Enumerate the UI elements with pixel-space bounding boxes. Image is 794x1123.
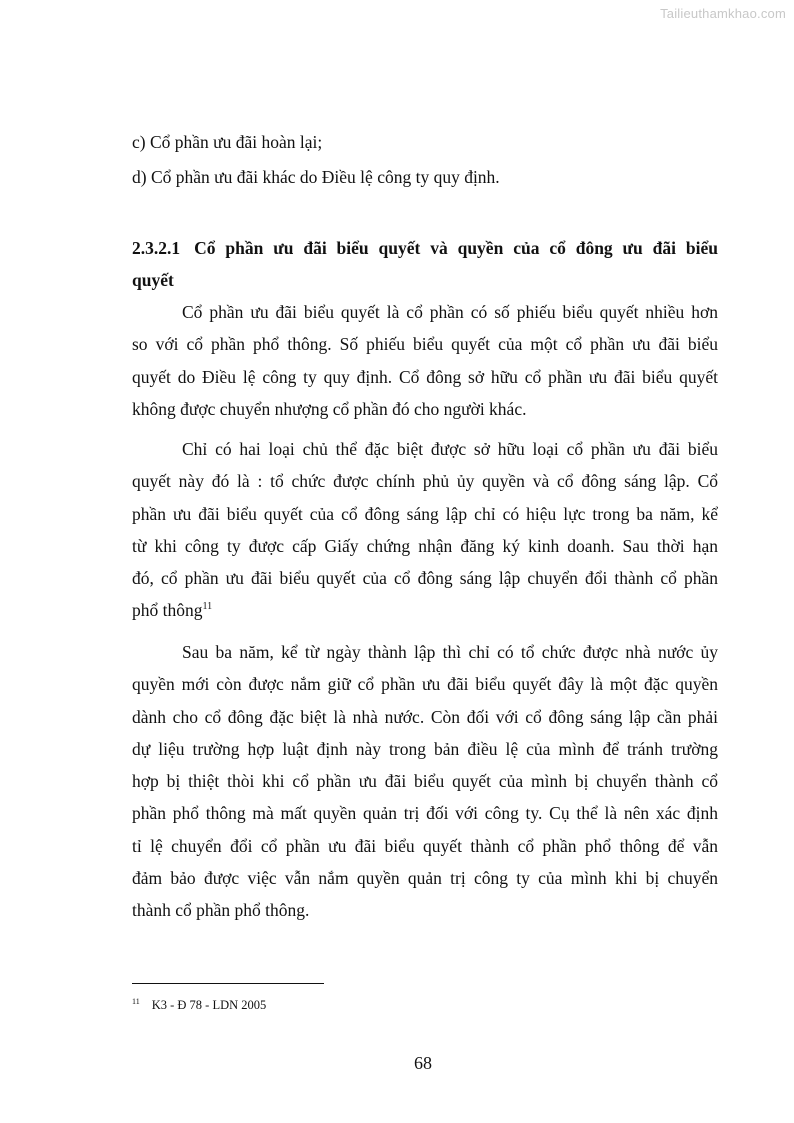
paragraph-line: so với cổ phần phổ thông. Số phiếu biểu quyết của một cổ phần ưu đãi biểu [132, 334, 718, 355]
footnote [132, 994, 266, 1013]
footnote-text: K3 - Đ 78 - LDN 2005 [151, 998, 267, 1013]
paragraph-line: hợp bị thiệt thòi khi cổ phần ưu đãi biểu quyết của mình bị chuyển thành cổ [132, 771, 718, 792]
paragraph-line: dự liệu trường hợp luật định này trong bản điều lệ của mình để tránh trường [132, 738, 718, 759]
paragraph-1 [132, 296, 718, 425]
paragraph-line: quyết do Điều lệ công ty quy định. Cổ đông sở hữu cổ phần ưu đãi biểu quyết [132, 366, 718, 387]
paragraph-line: phần phổ thông mà mất quyền quản trị đối với công ty. Cụ thể là nên xác định [132, 803, 718, 824]
paragraph-line-text: phổ thông [132, 600, 203, 621]
list-item-d: d) Cổ phần ưu đãi khác do Điều lệ công ty quy định. [132, 167, 500, 187]
paragraph-line: phần ưu đãi biểu quyết của cổ đông sáng lập chỉ có hiệu lực trong ba năm, kể [132, 503, 718, 524]
paragraph-line: không được chuyển nhượng cổ phần đó cho người khác. [132, 398, 527, 419]
paragraph-line: quyết này đó là : tổ chức được chính phủ ủy quyền và cổ đông sáng lập. Cổ [132, 471, 718, 492]
footnote-mark: 11 [132, 997, 140, 1006]
paragraph-line: quyền mới còn được nắm giữ cổ phần ưu đãi biểu quyết đây là một đặc quyền [132, 674, 718, 695]
list-item-c: c) Cổ phần ưu đãi hoàn lại; [132, 132, 323, 152]
paragraph-line: tỉ lệ chuyển đổi cổ phần ưu đãi biểu quyết thành cổ phần phổ thông để vẫn [132, 835, 718, 856]
footnote-separator [132, 983, 324, 984]
section-title-line1: Cổ phần ưu đãi biểu quyết và quyền của cổ đông ưu đãi biểu [194, 238, 718, 258]
watermark: Tailieuthamkhao.com [660, 6, 786, 21]
paragraph-line: đảm bảo được việc vẫn nắm quyền quản trị công ty của mình khi bị chuyển [132, 868, 718, 889]
paragraph-line: Cổ phần ưu đãi biểu quyết là cổ phần có số phiếu biểu quyết nhiều hơn [182, 302, 718, 322]
footnote-reference[interactable]: 11 [202, 601, 213, 613]
paragraph-3 [132, 636, 718, 927]
section-number: 2.3.2.1 [132, 238, 181, 258]
paragraph-line: dành cho cổ đông đặc biệt là nhà nước. Còn đối với cổ đông sáng lập cần phải [132, 706, 718, 727]
page-number: 68 [414, 1053, 432, 1073]
paragraph-line: Chỉ có hai loại chủ thể đặc biệt được sở hữu loại cổ phần ưu đãi biểu [182, 439, 718, 459]
paragraph-2 [132, 433, 718, 627]
paragraph-line: từ khi công ty được cấp Giấy chứng nhận đăng ký kinh doanh. Sau thời hạn [132, 535, 718, 556]
section-heading [132, 232, 718, 296]
paragraph-line: thành cổ phần phổ thông. [132, 900, 310, 921]
paragraph-last-line [132, 594, 718, 626]
section-title-line2: quyết [132, 270, 174, 290]
paragraph-line: Sau ba năm, kể từ ngày thành lập thì chỉ có tổ chức được nhà nước ủy [182, 642, 718, 662]
paragraph-line: đó, cổ phần ưu đãi biểu quyết của cổ đông sáng lập chuyển đổi thành cổ phần [132, 568, 718, 589]
